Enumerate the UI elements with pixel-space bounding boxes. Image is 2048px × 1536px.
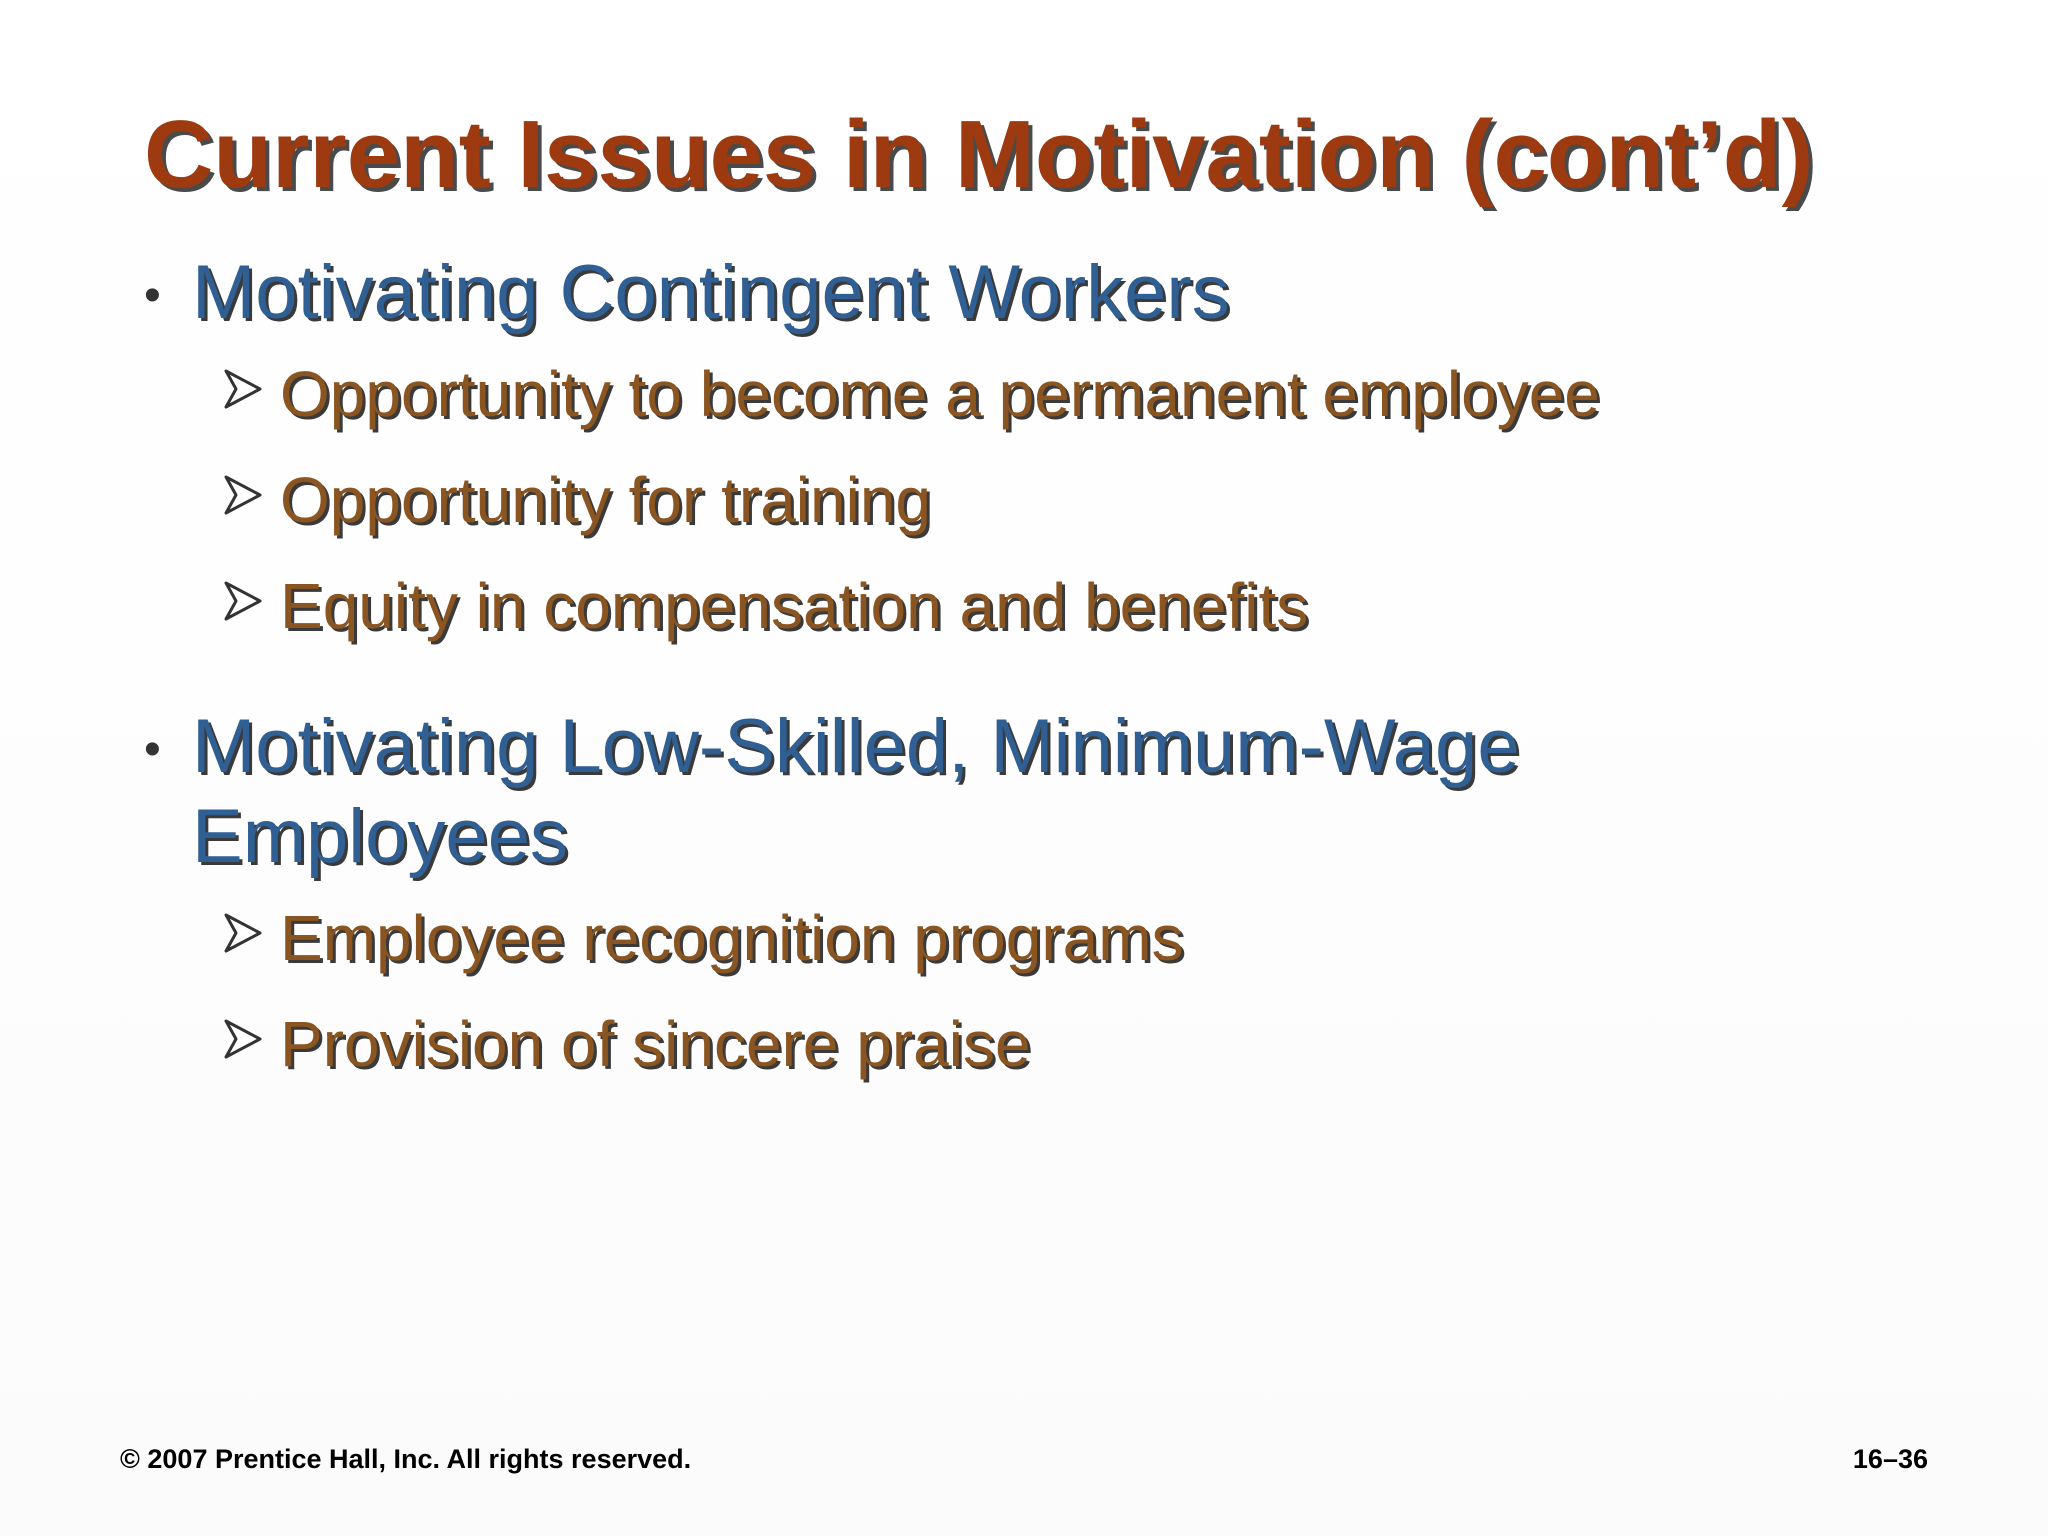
bullet-low-skilled	[144, 702, 1944, 882]
sub-bullet-item	[144, 458, 1944, 564]
sub-list-low-skilled	[144, 896, 1944, 1108]
page-number: 16–36	[1852, 1444, 1928, 1474]
sub-bullet-text: Opportunity for training	[280, 464, 931, 536]
copyright-notice: © 2007 Prentice Hall, Inc. All rights reserved.	[120, 1444, 692, 1474]
bullet-dot-icon: •	[144, 723, 161, 776]
sub-bullet-item	[144, 896, 1944, 1002]
arrow-bullet-icon	[222, 1018, 264, 1060]
sub-bullet-item	[144, 352, 1944, 458]
bullet-dot-icon: •	[144, 269, 161, 322]
sub-bullet-text: Employee recognition programs	[280, 902, 1184, 974]
slide-content	[144, 248, 1944, 1108]
arrow-bullet-icon	[222, 368, 264, 410]
sub-bullet-item	[144, 1002, 1944, 1108]
sub-list-contingent	[144, 352, 1944, 670]
bullet-contingent-workers	[144, 248, 1944, 338]
sub-bullet-item	[144, 564, 1944, 670]
arrow-bullet-icon	[222, 580, 264, 622]
bullet-text: Motivating Contingent Workers	[192, 250, 1230, 335]
sub-bullet-text: Provision of sincere praise	[280, 1008, 1031, 1080]
slide-title: Current Issues in Motivation (cont’d)	[144, 101, 1814, 208]
bullet-text: Motivating Low-Skilled, Minimum-Wage Employees	[192, 704, 1520, 879]
sub-bullet-text: Equity in compensation and benefits	[280, 570, 1309, 642]
arrow-bullet-icon	[222, 474, 264, 516]
arrow-bullet-icon	[222, 912, 264, 954]
spacer	[144, 670, 1944, 702]
sub-bullet-text: Opportunity to become a permanent employee	[280, 358, 1600, 430]
